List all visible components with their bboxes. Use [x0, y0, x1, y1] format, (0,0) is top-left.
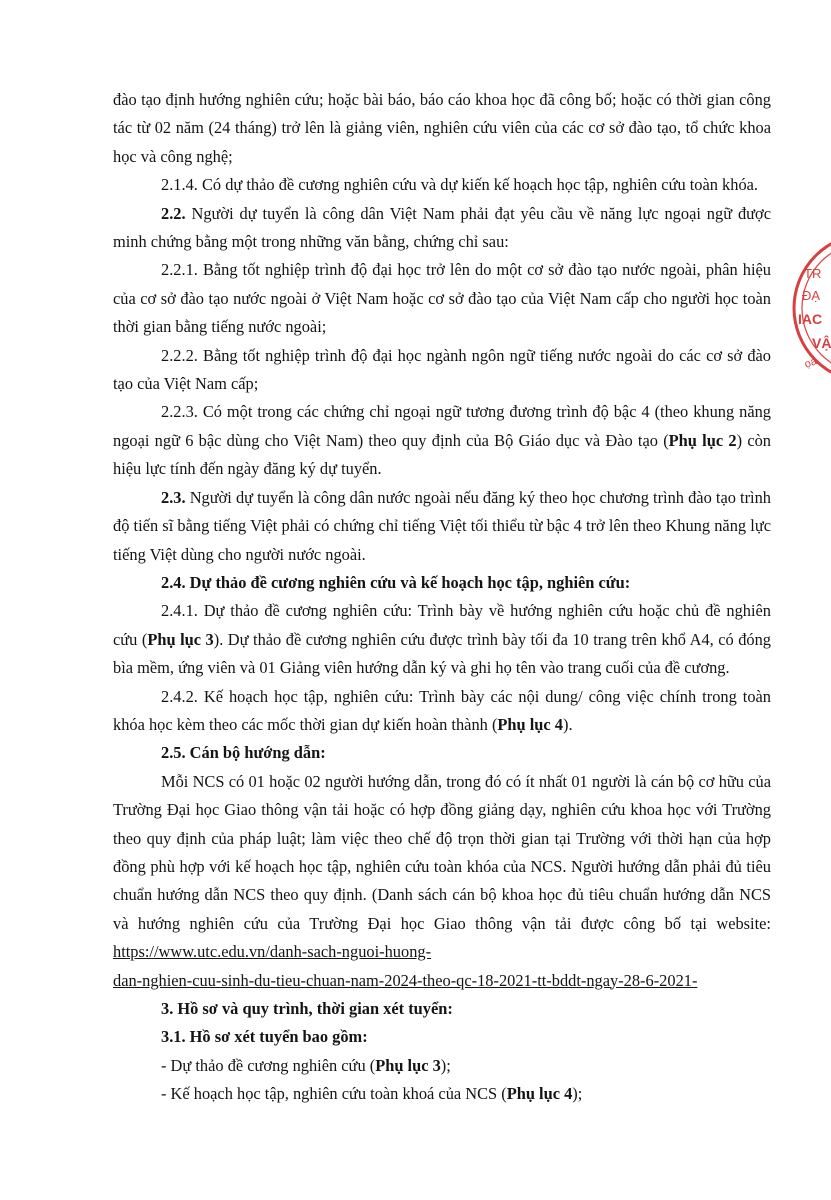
seal-text-2: ĐẠ: [802, 288, 821, 303]
heading-2-4-text: 2.4. Dự thảo đề cương nghiên cứu và kế hoạch học tập, nghiên cứu:: [161, 572, 631, 592]
section-number-2-2: 2.2.: [161, 203, 186, 223]
paragraph-2-1-4: 2.1.4. Có dự thảo đề cương nghiên cứu và dự kiến kế hoạch học tập, nghiên cứu toàn khóa.: [161, 175, 759, 195]
paragraph-2-2-3-text: 2.2.3. Có một trong các chứng chỉ ngoại ngữ tương đương trình độ bậc 4 (theo khung năng ngoại ngữ 6 bậc dùng cho Việt Nam) theo quy định của Bộ Giáo dục và Đào tạo (: [113, 402, 771, 450]
list-item-1-text: - Dự thảo đề cương nghiên cứu (: [161, 1055, 376, 1075]
seal-icon: [790, 218, 831, 398]
heading-3-text: 3. Hồ sơ và quy trình, thời gian xét tuyển:: [161, 999, 453, 1018]
list-item-2-text: - Kế hoạch học tập, nghiên cứu toàn khoá của NCS (: [161, 1084, 507, 1104]
list-item-2-tail: );: [572, 1084, 583, 1104]
website-link-line-1[interactable]: https://www.utc.edu.vn/danh-sach-nguoi-huong-: [113, 942, 432, 962]
seal-text-4: VẬ: [812, 335, 831, 351]
website-link-line-2-row: [113, 967, 771, 995]
paragraph-2-5: [113, 768, 771, 967]
heading-3-1: [113, 1023, 771, 1051]
paragraph-2-2-3-tail: ) còn hiệu lực tính đến ngày đăng ký dự tuyển.: [113, 430, 771, 479]
paragraph-2-4-2-text: 2.4.2. Kế hoạch học tập, nghiên cứu: Trình bày các nội dung/ công việc chính trong toàn khóa học kèm theo các mốc thời gian dự kiến hoàn thành (: [113, 686, 771, 734]
heading-3: [113, 995, 771, 1023]
seal-text-3: IAC: [798, 311, 823, 327]
paragraph-2-5-text: Mỗi NCS có 01 hoặc 02 người hướng dẫn, trong đó có ít nhất 01 người là cán bộ cơ hữu của Trường Đại học Giao thông vận tải hoặc có hợp đồng giảng dạy, nghiên cứu khoa học với Trường theo quy định của pháp luật; làm việc theo chế độ trọn thời gian tại Trường với thời hạn của hợp đồng phù hợp với kế hoạch học tập, nghiên cứu toàn khóa của NCS. Người hướng dẫn phải đủ tiêu chuẩn hướng dẫn NCS theo quy định. (Danh sách cán bộ khoa học đủ tiêu chuẩn hướng dẫn NCS và hướng nghiên cứu của Trường Đại học Giao thông vận tải được công bố tại website:: [113, 771, 771, 933]
paragraph-2-3: [113, 484, 771, 569]
paragraph-2-2-text: Người dự tuyển là công dân Việt Nam phải đạt yêu cầu về năng lực ngoại ngữ được minh chứng bằng một trong những văn bằng, chứng chỉ sau:: [113, 203, 771, 252]
section-number-2-3: 2.3.: [161, 487, 186, 507]
heading-2-5: [113, 739, 771, 767]
heading-2-4: [113, 569, 771, 597]
heading-3-1-text: 3.1. Hồ sơ xét tuyển bao gồm:: [161, 1027, 368, 1047]
paragraph-2-4-2: [113, 683, 771, 740]
website-link-line-2[interactable]: dan-nghien-cuu-sinh-du-tieu-chuan-nam-2024-theo-qc-18-2021-tt-bddt-ngay-28-6-2021-: [113, 970, 698, 990]
list-item-study-plan: [113, 1080, 771, 1108]
list-item-2-appendix: Phụ lục 4: [506, 1084, 573, 1104]
paragraph-2-2-1: 2.2.1. Bằng tốt nghiệp trình độ đại học trở lên do một cơ sở đào tạo nước ngoài, phân hiệu của cơ sở đào tạo nước ngoài ở Việt Nam hoặc cơ sở đào tạo của Việt Nam cấp cho người học toàn thời gian bằng tiếng nước ngoài;: [113, 260, 771, 337]
appendix-ref-4: Phụ lục 4: [497, 714, 563, 734]
paragraph-2-2-2: 2.2.2. Bằng tốt nghiệp trình độ đại học ngành ngôn ngữ tiếng nước ngoài do các cơ sở đào tạo của Việt Nam cấp;: [113, 345, 771, 394]
paragraph-2-2: [113, 200, 771, 257]
paragraph-2-3-text: Người dự tuyển là công dân nước ngoài nếu đăng ký theo học chương trình đào tạo trình độ tiến sĩ bằng tiếng Việt phải có chứng chỉ tiếng Việt tối thiểu từ bậc 4 trở lên theo Khung năng lực tiếng Việt dùng cho người nước ngoài.: [113, 487, 771, 564]
seal-text-1: TR: [804, 266, 822, 281]
list-item-draft-outline: [113, 1052, 771, 1080]
appendix-ref-3: Phụ lục 3: [147, 629, 214, 649]
heading-2-5-text: 2.5. Cán bộ hướng dẫn:: [161, 743, 326, 763]
paragraph-2-4-2-tail: ).: [563, 714, 573, 734]
paragraph-continuation: đào tạo định hướng nghiên cứu; hoặc bài báo, báo cáo khoa học đã công bố; hoặc có thời gian công tác từ 02 năm (24 tháng) trở lên là giảng viên, nghiên cứu viên của các cơ sở đào tạo, tổ chức khoa học và công nghệ;: [113, 90, 771, 166]
paragraph-2-2-3: [113, 398, 771, 483]
paragraph-2-4-1-tail: ). Dự thảo đề cương nghiên cứu được trình bày tối đa 10 trang trên khổ A4, có đóng bìa mềm, ứng viên và 01 Giảng viên hướng dẫn ký và ghi họ tên vào trang cuối của đề cương.: [113, 629, 771, 678]
appendix-ref-2: Phụ lục 2: [668, 430, 737, 450]
list-item-1-tail: );: [440, 1055, 451, 1075]
document-body: [113, 86, 771, 1109]
paragraph-2-4-1-text: 2.4.1. Dự thảo đề cương nghiên cứu: Trình bày về hướng nghiên cứu hoặc chủ đề nghiên cứu (: [113, 601, 771, 649]
paragraph-2-4-1: [113, 597, 771, 682]
red-seal-stamp-partial: [790, 218, 831, 398]
seal-text-5: ọa: [802, 355, 819, 371]
list-item-1-appendix: Phụ lục 3: [375, 1055, 441, 1075]
